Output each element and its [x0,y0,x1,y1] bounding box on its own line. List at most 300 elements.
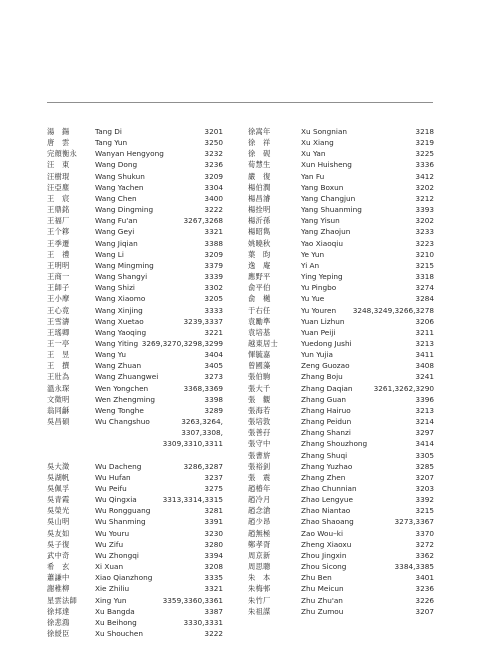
entry-pinyin-name: Zhang Shouzhong [301,439,368,449]
entry-pinyin-name: Xu Songnian [301,127,348,136]
entry-pinyin-name: Wu Zifu [95,539,124,549]
entry-chinese-name: 吳湖帆 [47,472,70,482]
entry-page-numbers: 3313,3314,3315 [162,495,223,505]
entry-pinyin-name: Xu Xiang [301,138,334,148]
entry-chinese-name: 楊沂孫 [248,216,271,226]
entry-chinese-name: 王明明 [47,260,70,270]
entry-chinese-name: 朱祖謀 [248,606,271,616]
entry-chinese-name: 翁同龢 [47,405,70,415]
entry-pinyin-name: Zhu Zhu'an [301,595,343,605]
entry-page-numbers: 3232 [204,149,223,159]
index-entry [47,338,223,349]
entry-pinyin-name: Xiao Qianzhong [95,573,153,583]
entry-chinese-name: 王瑤卿 [47,327,70,337]
index-entry [248,126,434,137]
index-entry [47,461,223,472]
entry-pinyin-name: Wu Dacheng [95,461,142,471]
entry-chinese-name: 完顔衡永 [47,149,77,159]
entry-chinese-name: 汪 東 [47,160,70,170]
entry-page-numbers: 3391 [204,517,223,527]
entry-page-numbers: 3280 [204,539,223,549]
entry-pinyin-name [95,438,163,449]
entry-pinyin-name: Wang Shukun [95,171,145,181]
entry-page-numbers: 3263,3264, [181,417,223,427]
index-entry [47,472,223,483]
entry-pinyin-name: Xi Xuan [95,562,124,572]
entry-pinyin-name: Wang Li [95,249,124,259]
entry-page-numbers: 3275 [204,483,223,493]
index-entry [47,260,223,271]
index-entry [47,171,223,182]
entry-pinyin-name: Xun Huisheng [301,160,352,170]
index-entry [248,349,434,360]
index-entry [47,126,223,137]
index-entry [47,394,223,405]
entry-chinese-name: 張大千 [248,383,271,393]
index-entry [47,427,223,438]
entry-pinyin-name: Zhao Shaoang [301,517,354,527]
entry-chinese-name: 徐綬臣 [47,629,70,639]
entry-chinese-name: 王个簃 [47,227,70,237]
entry-page-numbers: 3379 [204,260,223,270]
entry-chinese-name: 王壯為 [47,372,70,382]
index-entry [47,193,223,204]
entry-page-numbers: 3208 [204,562,223,572]
entry-pinyin-name: Wanyan Hengyong [95,149,164,159]
entry-pinyin-name: Wang Zhuangwei [95,372,159,382]
entry-pinyin-name: Wu Hufan [95,472,131,482]
entry-chinese-name: 張海若 [248,405,271,415]
index-entry [248,416,434,427]
entry-chinese-name: 徐悲鴻 [47,617,70,627]
entry-chinese-name: 朱梅邨 [248,584,271,594]
entry-pinyin-name: Zhou Jingxin [301,550,347,560]
entry-pinyin-name: Zhang Hairuo [301,405,351,415]
index-entry [47,249,223,260]
entry-chinese-name: 徐嵩年 [248,127,271,136]
index-entry [47,528,223,539]
entry-page-numbers: 3218 [415,127,434,136]
entry-pinyin-name: Yao Xiaoqiu [301,238,343,248]
entry-page-numbers: 3213 [415,405,434,415]
entry-page-numbers: 3404 [204,350,223,360]
index-entry [47,416,223,427]
entry-page-numbers: 3362 [415,550,434,560]
header-rule [47,102,433,103]
entry-chinese-name: 王心竟 [47,305,70,315]
entry-pinyin-name: Xie Zhiliu [95,584,130,594]
entry-pinyin-name: Yi An [301,260,320,270]
index-entry [47,137,223,148]
entry-pinyin-name: Yu Yue [301,294,325,304]
entry-pinyin-name: Yu Pingbo [301,283,337,293]
entry-chinese-name: 趙無極 [248,528,271,538]
index-entry [248,238,434,249]
entry-page-numbers: 3202 [415,182,434,192]
entry-pinyin-name: Yuan Peiji [301,327,336,337]
entry-page-numbers: 3225 [415,149,434,159]
entry-pinyin-name: Weng Tonghe [95,405,144,415]
entry-chinese-name: 姚曉秋 [248,238,271,248]
entry-chinese-name: 俞 樾 [248,294,271,304]
index-entry [47,215,223,226]
index-entry [47,383,223,394]
entry-page-numbers: 3248,3249,3266,3278 [352,305,434,315]
entry-page-numbers: 3212 [415,193,434,203]
entry-page-numbers: 3309,3310,3311 [162,439,223,449]
entry-chinese-name: 王季遷 [47,238,70,248]
entry-page-numbers: 3414 [415,439,434,449]
index-entry [248,461,434,472]
entry-page-numbers: 3269,3270,3298,3299 [141,338,223,348]
entry-pinyin-name: Zeng Guozao [301,361,350,371]
entry-page-numbers: 3272 [415,539,434,549]
entry-chinese-name: 王師子 [47,283,70,293]
entry-page-numbers: 3209 [204,249,223,259]
entry-page-numbers: 3408 [415,361,434,371]
index-entry [47,405,223,416]
entry-page-numbers: 3209 [204,171,223,181]
entry-page-numbers: 3210 [415,249,434,259]
entry-page-numbers: 3215 [415,260,434,270]
index-entry [248,550,434,561]
entry-chinese-name: 吳青霞 [47,495,70,505]
entry-pinyin-name: Ying Yeping [301,272,343,282]
index-entry [248,305,434,316]
entry-pinyin-name: Zhang Yuzhao [301,461,353,471]
entry-page-numbers: 3285 [415,461,434,471]
entry-pinyin-name: Wu Shanming [95,517,146,527]
entry-page-numbers: 3384,3385 [394,562,434,572]
entry-chinese-name: 徐邦達 [47,606,70,616]
entry-chinese-name: 吳昌碩 [47,417,70,427]
entry-page-numbers: 3412 [415,171,434,181]
entry-chinese-name: 朱 本 [248,573,271,583]
entry-page-numbers: 3230 [204,528,223,538]
entry-pinyin-name: Yan Fu [301,171,325,181]
entry-pinyin-name: Zhou Sicong [301,562,347,572]
entry-pinyin-name: Zao Wou–ki [301,528,344,538]
entry-page-numbers: 3370 [415,528,434,538]
index-entry [248,327,434,338]
entry-chinese-name: 徐 祥 [248,138,271,148]
entry-page-numbers: 3250 [204,138,223,148]
index-entry [248,405,434,416]
entry-pinyin-name: Wang Yiting [95,338,139,348]
entry-pinyin-name: Wen Zhengming [95,394,155,404]
index-entry [248,383,434,394]
index-entry [47,305,223,316]
index-entry [248,561,434,572]
index-entry [248,282,434,293]
entry-page-numbers: 3318 [415,272,434,282]
entry-chinese-name: 楊昭雋 [248,227,271,237]
entry-chinese-name: 張裕釗 [248,461,271,471]
index-entry [47,226,223,237]
index-entry [47,159,223,170]
index-entry [248,293,434,304]
entry-page-numbers: 3211 [415,327,434,337]
index-entry [248,494,434,505]
entry-page-numbers: 3237 [204,472,223,482]
index-column-right [248,126,434,617]
index-gap [47,450,223,461]
entry-page-numbers: 3387 [204,606,223,616]
index-entry [248,572,434,583]
entry-pinyin-name: Yuedong Jushi [301,338,352,348]
entry-pinyin-name: Wu Zhongqi [95,550,139,560]
entry-chinese-name: 楊昌濬 [248,193,271,203]
entry-page-numbers: 3411 [415,350,434,360]
entry-pinyin-name: Wu Qingxia [95,495,137,505]
entry-chinese-name: 吳友如 [47,528,70,538]
entry-page-numbers: 3233 [415,227,434,237]
index-entry [47,494,223,505]
entry-chinese-name: 汪亞塵 [47,182,70,192]
index-entry [47,561,223,572]
entry-pinyin-name: Ye Yun [301,249,325,259]
entry-chinese-name: 武中奇 [47,550,70,560]
index-entry [248,316,434,327]
entry-chinese-name: 張書旂 [248,450,271,460]
entry-pinyin-name: Xu Shouchen [95,629,144,639]
entry-chinese-name: 惲毓嘉 [248,350,271,360]
index-entry [47,606,223,617]
entry-page-numbers: 3359,3360,3361 [162,595,223,605]
entry-chinese-name: 王小摩 [47,294,70,304]
entry-pinyin-name: Wang Yu [95,350,127,360]
entry-pinyin-name: Tang Di [95,127,122,136]
entry-page-numbers: 3339 [204,272,223,282]
index-entry [248,472,434,483]
entry-chinese-name: 王 昱 [47,350,70,360]
entry-chinese-name: 王一亭 [47,338,70,348]
entry-page-numbers: 3239,3337 [183,316,223,326]
entry-page-numbers: 3401 [415,573,434,583]
index-entry [248,260,434,271]
entry-chinese-name: 吳子復 [47,539,70,549]
entry-chinese-name [47,438,95,449]
index-entry [248,394,434,405]
entry-chinese-name: 嚴 復 [248,171,271,181]
entry-chinese-name: 朱竹厂 [248,595,271,605]
entry-chinese-name: 汪樹琨 [47,171,70,181]
entry-page-numbers: 3305 [415,450,434,460]
index-entry [47,293,223,304]
entry-page-numbers: 3330,3331 [183,617,223,627]
entry-chinese-name: 楊伯潤 [248,182,271,192]
entry-page-numbers: 3335 [204,573,223,583]
entry-page-numbers: 3368,3369 [183,383,223,393]
entry-chinese-name: 唐 雲 [47,138,70,148]
entry-page-numbers: 3281 [204,506,223,516]
entry-page-numbers: 3202 [415,216,434,226]
entry-page-numbers: 3236 [415,584,434,594]
entry-pinyin-name: Tang Yun [95,138,128,148]
index-entry [248,148,434,159]
entry-chinese-name: 希 玄 [47,562,70,572]
entry-pinyin-name: Wang Shizi [95,283,135,293]
entry-pinyin-name: Yang Changjun [301,193,356,203]
entry-chinese-name: 袁勵準 [248,316,271,326]
entry-chinese-name: 俞平伯 [248,283,271,293]
entry-pinyin-name: Wang Zhuan [95,361,142,371]
entry-pinyin-name: Yang Zhaojun [301,227,351,237]
index-entry [248,528,434,539]
entry-page-numbers: 3274 [415,283,434,293]
entry-chinese-name: 趙念滄 [248,506,271,516]
entry-page-numbers: 3396 [415,394,434,404]
entry-chinese-name: 周思聰 [248,562,271,572]
entry-pinyin-name: Zhu Meicun [301,584,344,594]
entry-pinyin-name: Zhu Zumou [301,606,344,616]
entry-page-numbers: 3221 [204,327,223,337]
index-entry [248,427,434,438]
entry-pinyin-name: Wen Yongchen [95,383,149,393]
index-entry [47,617,223,628]
entry-pinyin-name: Xu Beihong [95,617,137,627]
entry-page-numbers: 3215 [415,506,434,516]
entry-page-numbers: 3333 [204,305,223,315]
entry-page-numbers: 3304 [204,182,223,192]
entry-chinese-name: 文徵明 [47,394,70,404]
entry-chinese-name: 趙冷月 [248,495,271,505]
index-entry [47,595,223,606]
entry-chinese-name: 荀慧生 [248,160,271,170]
entry-pinyin-name: Wang Xuetao [95,316,144,326]
entry-pinyin-name: Yang Shuanming [301,205,362,215]
entry-pinyin-name: Wu Changshuo [95,417,150,427]
index-entry [47,539,223,550]
entry-chinese-name: 吳山明 [47,517,70,527]
index-entry [248,249,434,260]
entry-page-numbers: 3273 [204,372,223,382]
index-entry [248,539,434,550]
entry-page-numbers: 3201 [204,127,223,136]
entry-pinyin-name: Wu Rongguang [95,506,151,516]
entry-page-numbers: 3207 [415,472,434,482]
entry-chinese-name: 謝稚柳 [47,584,70,594]
entry-page-numbers: 3302 [204,283,223,293]
index-entry [47,505,223,516]
entry-page-numbers: 3267,3268 [183,216,223,226]
entry-page-numbers: 3273,3367 [394,517,434,527]
index-entry [248,438,434,449]
entry-page-numbers: 3400 [204,193,223,203]
entry-pinyin-name: Wang Dong [95,160,138,170]
entry-pinyin-name: Wang Dingming [95,205,154,215]
index-entry [47,204,223,215]
entry-pinyin-name: Wang Geyi [95,227,135,237]
entry-pinyin-name [95,427,181,438]
entry-pinyin-name: Wang Shangyi [95,272,148,282]
entry-pinyin-name: Zhang Zhen [301,472,346,482]
entry-pinyin-name: Xu Yan [301,149,326,159]
entry-page-numbers: 3394 [204,550,223,560]
index-entry [47,271,223,282]
index-entry [248,516,434,527]
index-entry [47,628,223,639]
entry-page-numbers: 3241 [415,372,434,382]
entry-chinese-name: 張 觀 [248,394,271,404]
entry-pinyin-name: Zhang Shuqi [301,450,348,460]
entry-chinese-name: 楊拴明 [248,205,271,215]
entry-pinyin-name: Yu Youren [301,305,337,315]
entry-page-numbers: 3284 [415,294,434,304]
index-entry [47,483,223,494]
index-entry [47,371,223,382]
entry-pinyin-name: Yang Boxun [301,182,344,192]
entry-chinese-name: 王 宸 [47,193,70,203]
entry-chinese-name: 張培敦 [248,417,271,427]
entry-page-numbers: 3236 [204,160,223,170]
index-entry [248,271,434,282]
entry-pinyin-name: Zhang Daqian [301,383,353,393]
entry-chinese-name: 于右任 [248,305,271,315]
entry-pinyin-name: Xu Bangda [95,606,135,616]
entry-chinese-name: 張守中 [248,439,271,449]
entry-chinese-name: 吳榮光 [47,506,70,516]
entry-chinese-name: 逸 庵 [248,260,271,270]
entry-pinyin-name: Zheng Xiaoxu [301,539,352,549]
entry-page-numbers: 3214 [415,417,434,427]
entry-chinese-name: 趙椿年 [248,484,271,493]
entry-page-numbers: 3286,3287 [183,461,223,471]
entry-pinyin-name: Wu Peifu [95,483,127,493]
entry-chinese-name: 曾國藻 [248,361,271,371]
index-entry [248,505,434,516]
entry-pinyin-name: Zhao Chunnian [301,484,357,493]
entry-chinese-name: 星雲法師 [47,595,77,605]
entry-pinyin-name: Wu Youru [95,528,130,538]
entry-page-numbers: 3203 [415,484,434,493]
entry-chinese-name: 湯 鍚 [47,127,70,136]
entry-chinese-name: 王福厂 [47,216,70,226]
entry-chinese-name [47,427,95,438]
entry-page-numbers: 3205 [204,294,223,304]
index-entry [248,450,434,461]
index-entry [248,338,434,349]
index-entry [248,204,434,215]
index-entry [47,316,223,327]
entry-pinyin-name: Wang Jiqian [95,238,138,248]
entry-page-numbers: 3388 [204,238,223,248]
index-entry [47,238,223,249]
entry-page-numbers: 3219 [415,138,434,148]
index-entry [248,226,434,237]
entry-chinese-name: 應野平 [248,272,271,282]
entry-chinese-name: 越東居士 [248,338,278,348]
index-entry [248,583,434,594]
index-entry [248,483,434,494]
index-entry [47,360,223,371]
entry-pinyin-name: Wang Mingming [95,260,154,270]
index-entry [47,182,223,193]
entry-chinese-name: 徐 砚 [248,149,271,159]
entry-chinese-name: 張善孖 [248,428,271,438]
entry-chinese-name: 溫永琛 [47,383,70,393]
entry-chinese-name: 蕭謙中 [47,573,70,583]
entry-chinese-name: 趙少昂 [248,517,271,527]
entry-chinese-name: 王雪濤 [47,316,70,326]
entry-chinese-name: 張伯駒 [248,372,271,382]
index-entry [47,148,223,159]
entry-chinese-name: 王鼎銘 [47,205,70,215]
index-entry [47,583,223,594]
entry-pinyin-name: Zhang Boju [301,372,343,382]
index-entry [248,193,434,204]
entry-page-numbers: 3207 [415,606,434,616]
